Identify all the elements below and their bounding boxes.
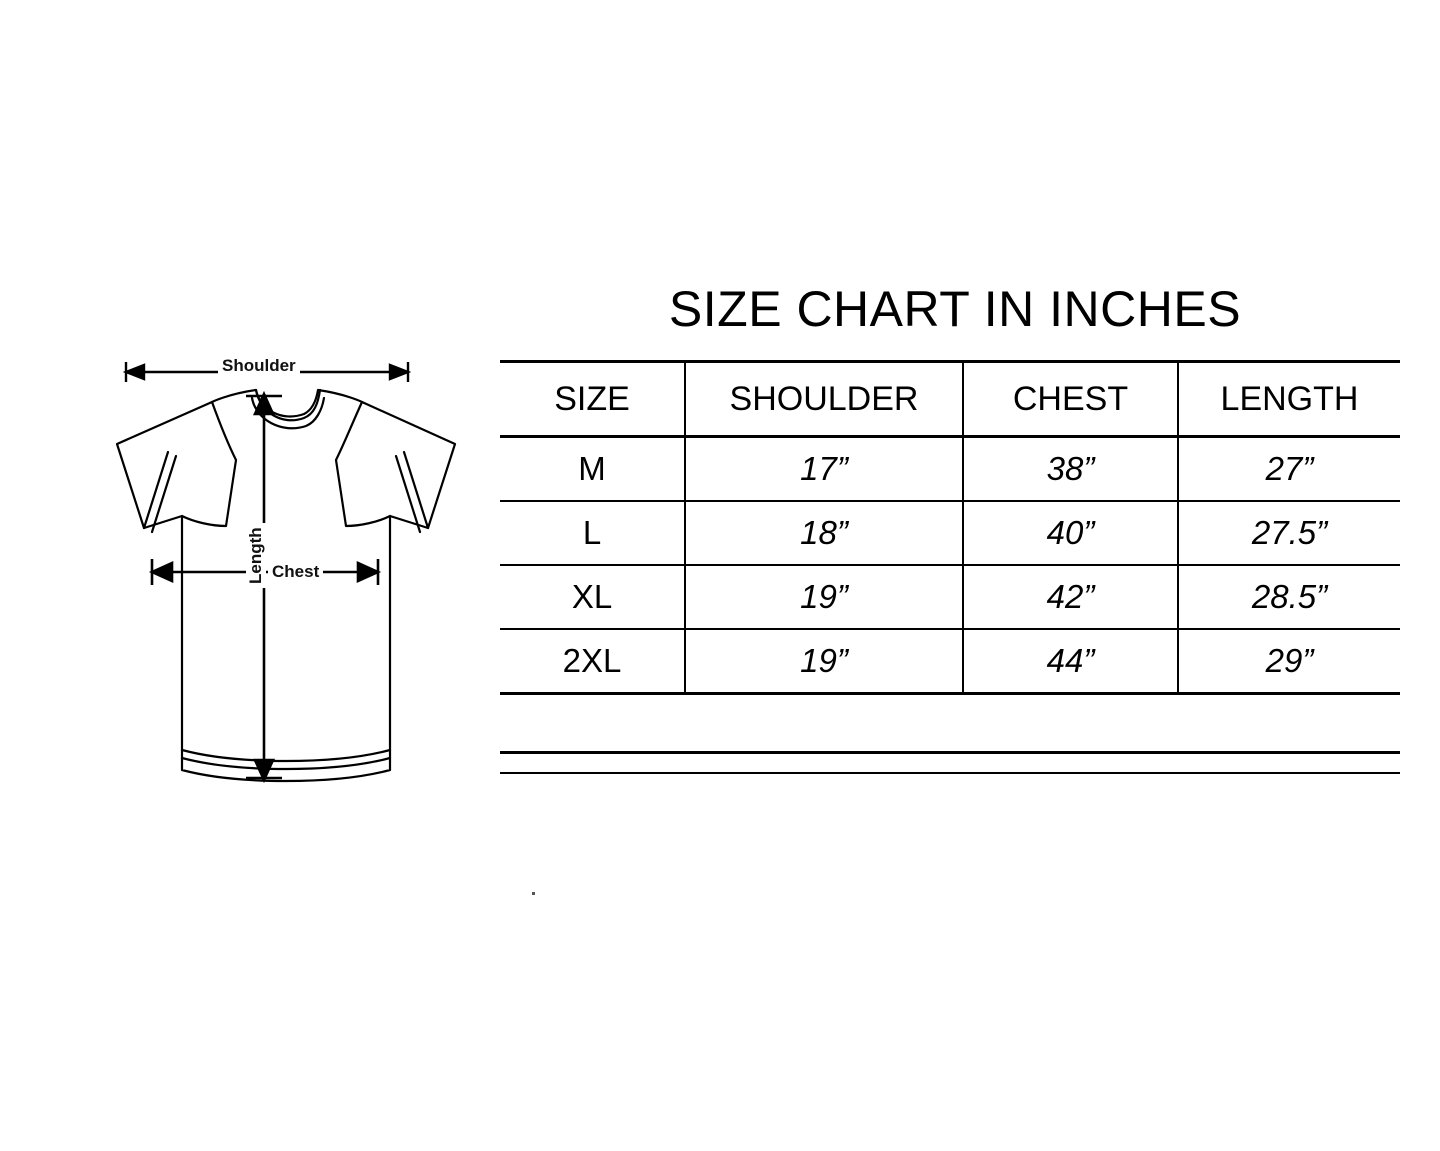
cell-shoulder: 17” [685, 437, 963, 502]
cell-chest: 40” [963, 501, 1178, 565]
cell-chest: 44” [963, 629, 1178, 694]
table-row [500, 501, 1400, 565]
cell-length: 27.5” [1178, 501, 1400, 565]
cell-size: 2XL [500, 629, 685, 694]
cell-length: 27” [1178, 437, 1400, 502]
table-footer-rule-secondary [500, 772, 1400, 774]
length-label: Length [246, 523, 266, 588]
stray-mark [532, 892, 535, 895]
chart-title: SIZE CHART IN INCHES [668, 281, 1242, 337]
size-chart-block [500, 280, 1400, 774]
cell-length: 29” [1178, 629, 1400, 694]
cell-chest: 38” [963, 437, 1178, 502]
size-chart-table [500, 360, 1400, 695]
column-header-length: LENGTH [1178, 362, 1400, 437]
cell-length: 28.5” [1178, 565, 1400, 629]
cell-chest: 42” [963, 565, 1178, 629]
table-footer-rule [500, 751, 1400, 754]
cell-size: M [500, 437, 685, 502]
table-row [500, 629, 1400, 694]
cell-size: XL [500, 565, 685, 629]
column-header-size: SIZE [500, 362, 685, 437]
shoulder-label: Shoulder [218, 356, 300, 376]
chest-label: Chest [268, 562, 323, 582]
table-header-row [500, 362, 1400, 437]
cell-shoulder: 18” [685, 501, 963, 565]
cell-shoulder: 19” [685, 565, 963, 629]
table-row [500, 437, 1400, 502]
column-header-chest: CHEST [963, 362, 1178, 437]
column-header-shoulder: SHOULDER [685, 362, 963, 437]
table-row [500, 565, 1400, 629]
tshirt-diagram [60, 340, 480, 820]
cell-shoulder: 19” [685, 629, 963, 694]
cell-size: L [500, 501, 685, 565]
